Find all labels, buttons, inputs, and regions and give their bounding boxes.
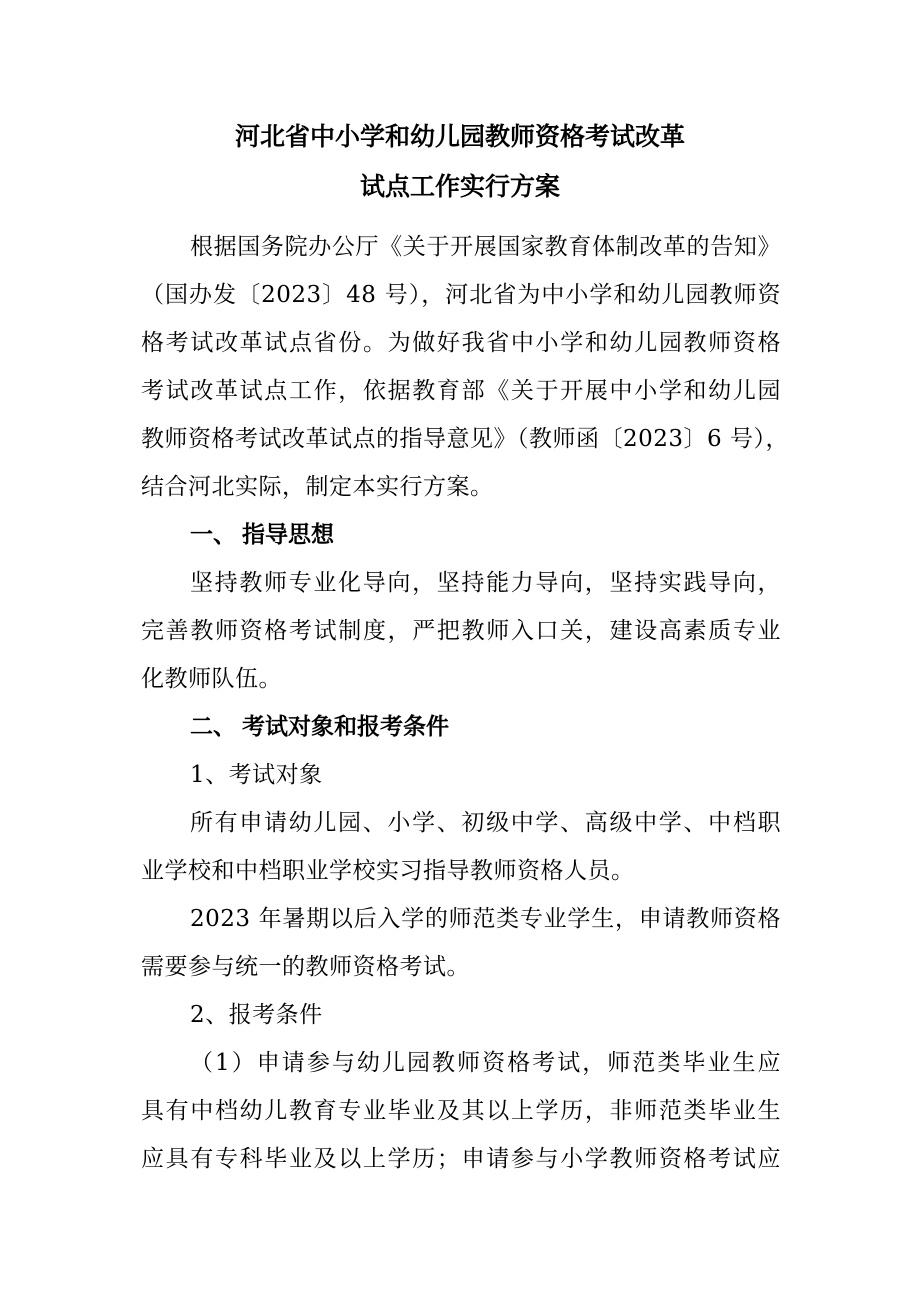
intro-line: （国办发〔2023〕48 号），河北省为中小学和幼儿园教师资 — [141, 282, 781, 308]
eligibility-line: 应具有专科毕业及以上学历；申请参与小学教师资格考试应 — [141, 1146, 781, 1172]
intro-line: 格考试改革试点省份。为做好我省中小学和幼儿园教师资格 — [141, 330, 781, 356]
exam-target-line: 业学校和中档职业学校实习指导教师资格人员。 — [141, 858, 635, 884]
section-number: 一、 — [190, 522, 236, 548]
eligibility-line: 具有中档幼儿教育专业毕业及其以上学历，非师范类毕业生 — [141, 1098, 781, 1124]
exam-target-line: 需要参与统一的教师资格考试。 — [141, 954, 470, 980]
intro-line: 根据国务院办公厅《关于开展国家教育体制改革的告知》 — [190, 234, 781, 260]
section-1-line: 化教师队伍。 — [141, 666, 282, 692]
section-title: 指导思想 — [242, 522, 334, 548]
section-1-line: 坚持教师专业化导向，坚持能力导向，坚持实践导向， — [190, 570, 781, 596]
section-number: 二、 — [190, 714, 236, 740]
exam-target-line: 2023 年暑期以后入学的师范类专业学生，申请教师资格 — [190, 906, 781, 932]
section-title: 考试对象和报考条件 — [242, 714, 449, 740]
eligibility-line: （1）申请参与幼儿园教师资格考试，师范类毕业生应 — [190, 1050, 781, 1076]
section-heading-guiding-ideology — [190, 518, 334, 552]
intro-line: 考试改革试点工作，依据教育部《关于开展中小学和幼儿园 — [141, 378, 781, 404]
section-heading-exam-eligibility — [190, 710, 449, 744]
subsection-heading-eligibility: 2、报考条件 — [190, 1002, 323, 1028]
intro-line: 教师资格考试改革试点的指导意见》（教师函〔2023〕6 号）， — [141, 426, 789, 452]
exam-target-line: 所有申请幼儿园、小学、初级中学、高级中学、中档职 — [190, 810, 781, 836]
intro-line: 结合河北实际，制定本实行方案。 — [141, 474, 494, 500]
section-1-line: 完善教师资格考试制度，严把教师入口关，建设高素质专业 — [141, 618, 781, 644]
subsection-heading-exam-target: 1、考试对象 — [190, 762, 323, 788]
document-title-line-1: 河北省中小学和幼儿园教师资格考试改革 — [234, 122, 685, 151]
document-title-line-2: 试点工作实行方案 — [359, 172, 560, 201]
